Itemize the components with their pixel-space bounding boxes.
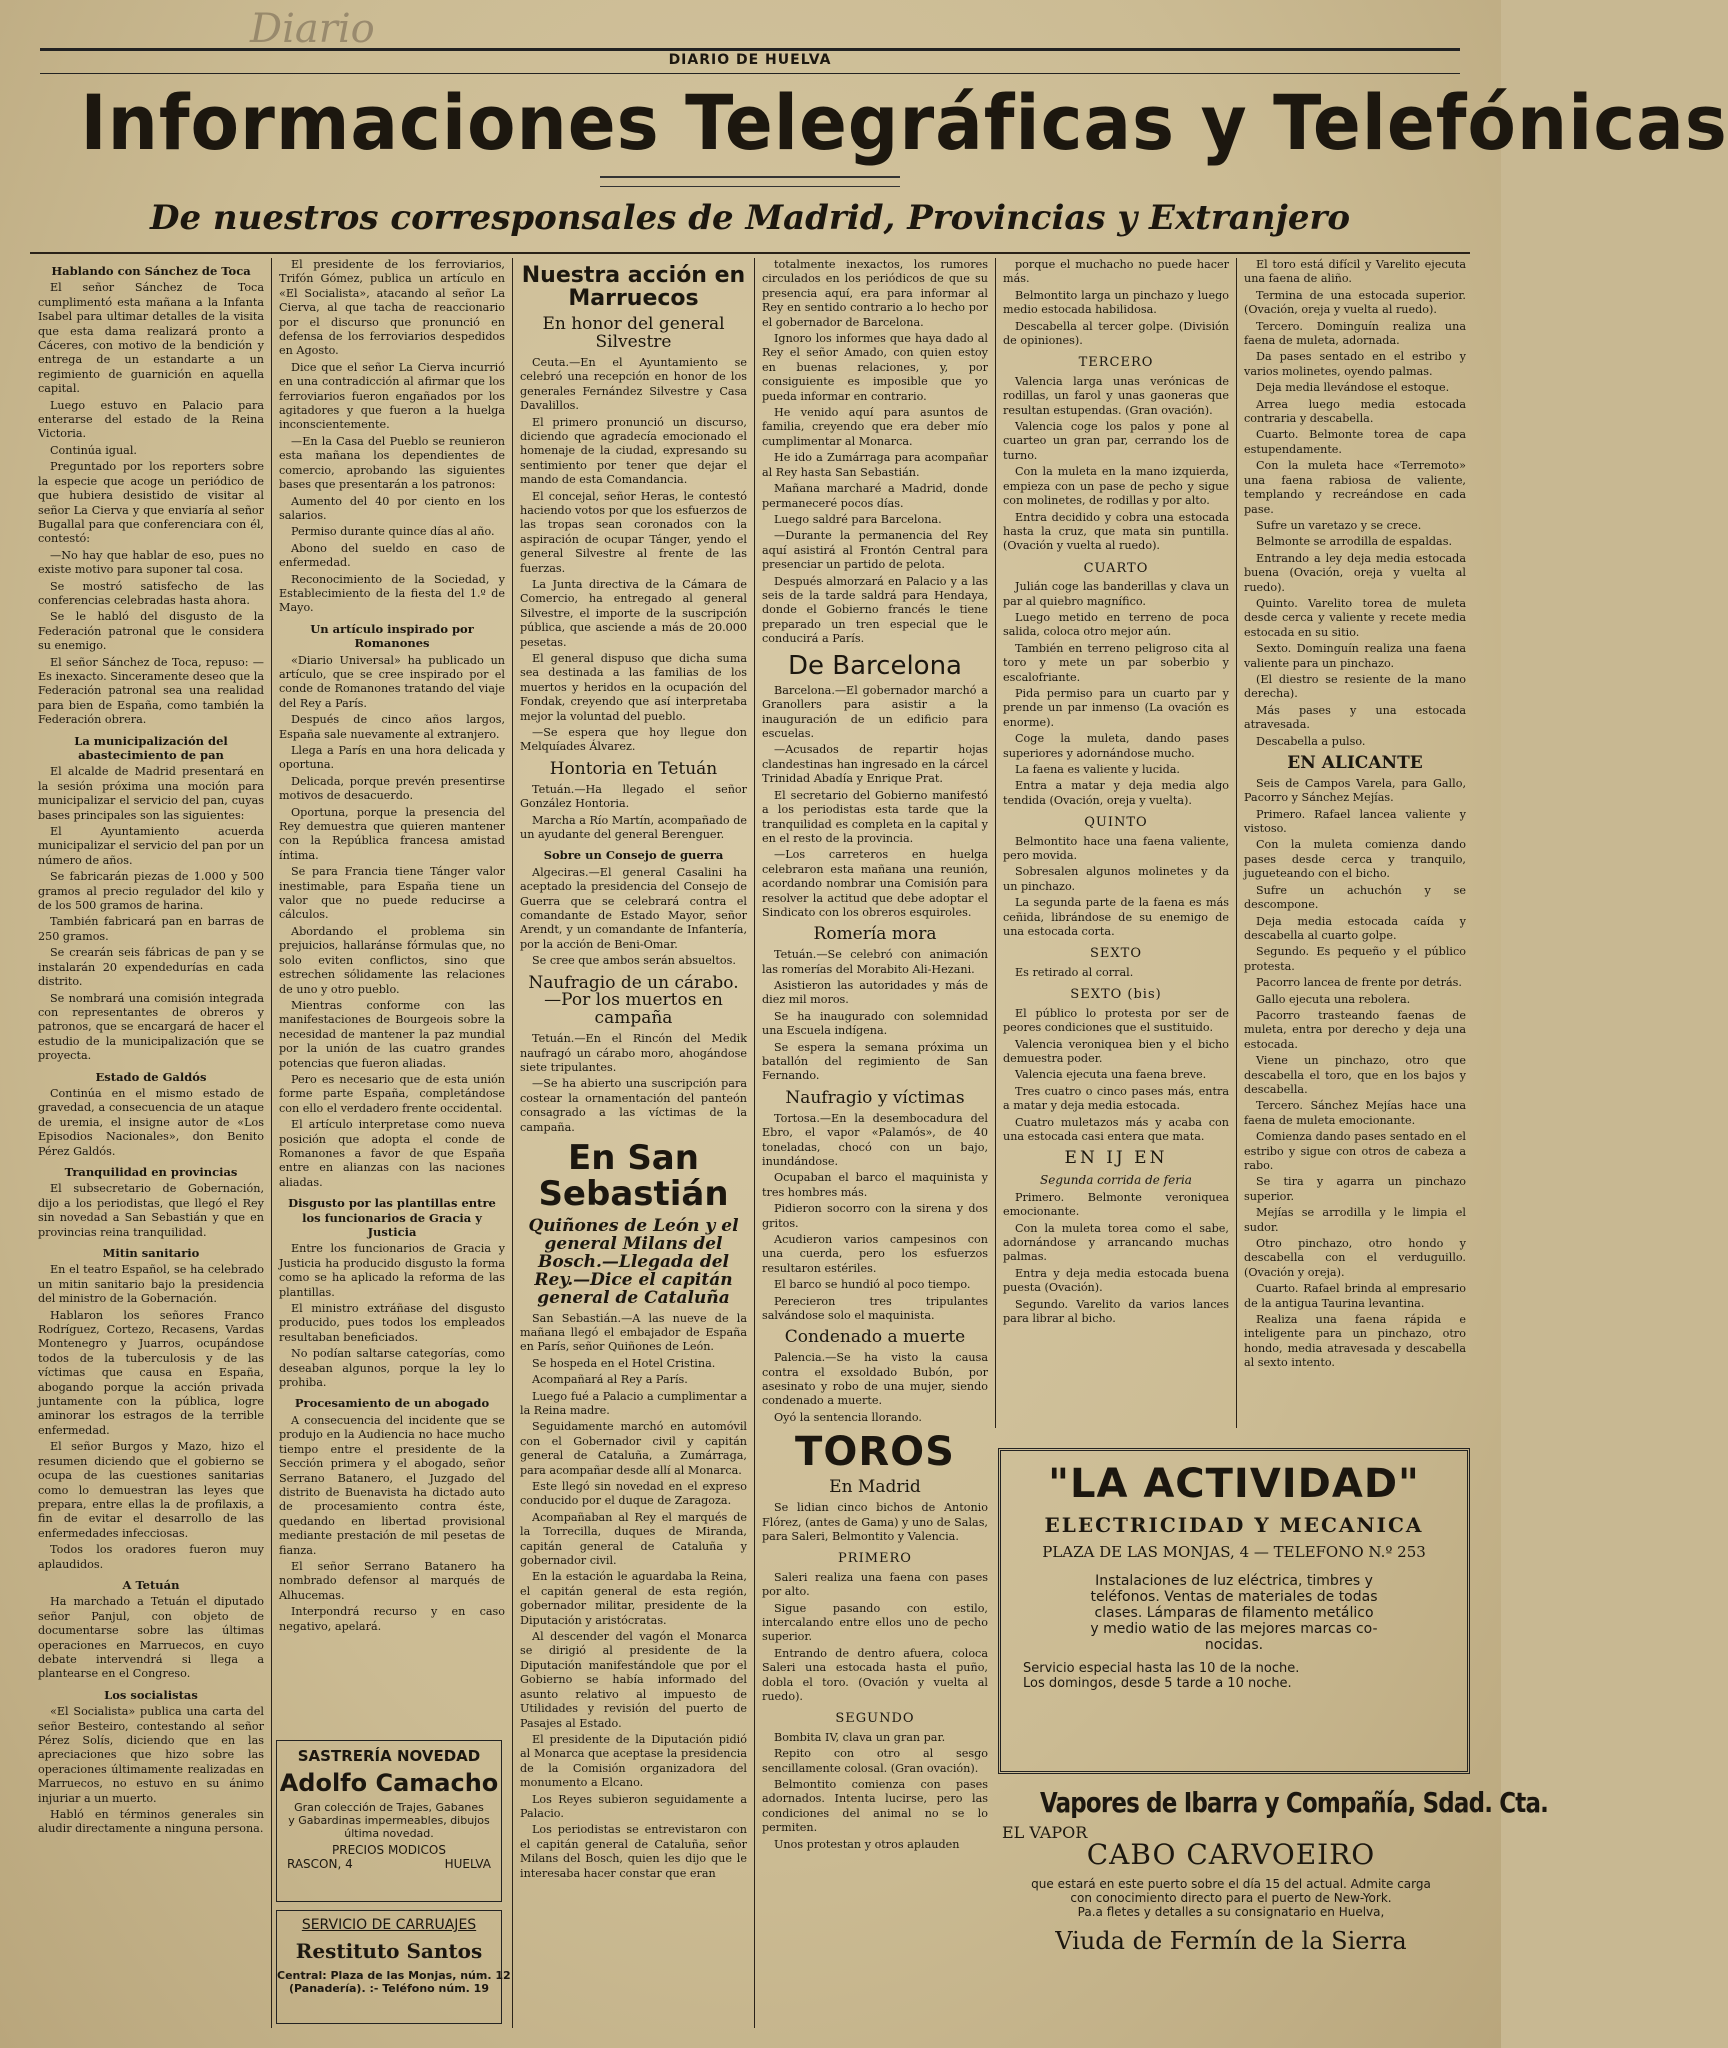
paragraph: En el teatro Español, se ha celebrado un mitin sanitario bajo la presidencia del ministro de la Gobernación. (38, 1263, 264, 1306)
paragraph: Preguntado por los reporters sobre la especie que acoge un periódico de que hubiera desistido de visitar al señor La Cierva y que enviaría al señor Bugallal para que conferenciara con él, contestó: (38, 460, 264, 546)
article-heading: Tranquilidad en provincias (64, 1164, 238, 1179)
paragraph: Continúa igual. (50, 443, 137, 457)
paragraph: Con la muleta en la mano izquierda, empieza con un pase de pecho y sigue con molinetes, de rodillas y por alto. (1003, 465, 1229, 508)
article-heading: Procesamiento de un abogado (294, 1396, 490, 1411)
ad-line: Servicio especial hasta las 10 de la noche. (1023, 1661, 1300, 1676)
paragraph: Ignoro los informes que haya dado al Rey el señor Amado, con quien estoy en buenas relaciones, y, por consiguiente es imposible que yo pueda informar en contrario. (762, 332, 988, 403)
paragraph: He venido aquí para asuntos de familia, creyendo que era deber mío cumplimentar al Monarca. (762, 406, 988, 448)
paragraph: No podían saltarse categorías, como deseaban algunos, porque la ley lo prohiba. (279, 1347, 505, 1390)
paragraph: El artículo interpretase como nueva posición que adopta el conde de Romanones a favor de que España entre en alianzas con las naciones aliadas. (279, 1118, 505, 1189)
column-rule (271, 258, 272, 2028)
paragraph: El toro está difícil y Varelito ejecuta una faena de aliño. (1244, 258, 1466, 286)
paragraph: Arrea luego media estocada contraria y descabella. (1244, 397, 1466, 426)
paragraph: Descabella al tercer golpe. (División de opiniones). (1003, 319, 1229, 348)
paragraph: Comienza dando pases sentado en el estribo y sigue con otros de cabeza a rabo. (1244, 1130, 1466, 1172)
paragraph: Valencia larga unas verónicas de rodillas, un farol y unas gaoneras que resultan estupendas. (Gran ovación). (1003, 374, 1229, 417)
paragraph: Algeciras.—El general Casalini ha aceptado la presidencia del Consejo de Guerra que se celebrará contra el comandante de Estado Mayor, señor Arendt, y un comandante de Infantería, por la acción de Beni-Omar. (520, 865, 747, 951)
paragraph: Acudieron varios campesinos con una cuerda, pero los esfuerzos resultaron estériles. (762, 1232, 988, 1275)
paragraph: Pacorro trasteando faenas de muleta, entra por derecho y deja una estocada. (1244, 1008, 1466, 1051)
paragraph: —No hay que hablar de eso, pues no existe motivo para suponer tal cosa. (38, 548, 264, 577)
article-column-5 (1003, 258, 1229, 1428)
paragraph: Se fabricarán piezas de 1.000 y 500 gramos al precio regulador del kilo y de los 500 gramos de harina. (38, 870, 264, 913)
paragraph: «Diario Universal» ha publicado un artículo, que se cree inspirado por el conde de Romanones tratando del viaje del Rey a París. (279, 653, 505, 710)
paragraph: Entra a matar y deja media algo tendida (Ovación, oreja y vuelta). (1003, 779, 1229, 807)
paragraph: Tercero. Sánchez Mejías hace una faena de muleta emocionante. (1244, 1099, 1466, 1127)
ad-line: Gran colección de Trajes, Gabanes (294, 1801, 484, 1814)
paragraph: Este llegó sin novedad en el expreso conducido por el duque de Zaragoza. (520, 1480, 747, 1508)
ad-line: que estará en este puerto sobre el día 15 del actual. Admite carga (1031, 1877, 1431, 1891)
paragraph: Con la muleta comienza dando pases desde cerca y tranquilo, jugueteando con el bicho. (1244, 838, 1466, 881)
paragraph: Repito con otro al sesgo sencillamente colosal. (Gran ovación). (762, 1747, 988, 1775)
article-heading: Quiñones de León y el general Milans del Bosch.—Llegada del Rey.—Dice el capitán general de Cataluña (528, 1216, 739, 1308)
paragraph: El barco se hundió al poco tiempo. (774, 1278, 971, 1292)
ad-address: RASCON, 4 (287, 1857, 353, 1871)
paragraph: Interpondrá recurso y en caso negativo, apelará. (279, 1605, 505, 1633)
paragraph: totalmente inexactos, los rumores circulados en los periódicos de que su presencia aquí, era para informar al Rey en sentido contrario a lo hecho por el gobernador de Barcelona. (762, 258, 988, 329)
paragraph: Se mostró satisfecho de las conferencias celebradas hasta ahora. (38, 579, 264, 607)
ad-line: última novedad. (344, 1827, 434, 1840)
paragraph: Tetuán.—Se celebró con animación las romerías del Morabito Ali-Hezani. (762, 948, 988, 976)
paragraph: Se cree que ambos serán absueltos. (532, 954, 736, 968)
ad-vapores-ibarra (998, 1778, 1549, 2028)
paragraph: El señor Burgos y Mazo, hizo el resumen diciendo que el gobierno se ocupa de las cuestiones sanitarias como lo demuestran las leyes que prepara, entre ellas la de profilaxis, a fin de evitar el desarrollo de las enfermedades infecciosas. (38, 1440, 264, 1540)
paragraph: Delicada, porque prevén presentirse motivos de desacuerdo. (279, 774, 505, 803)
article-column-6 (1244, 258, 1466, 1428)
paragraph: Al descender del vagón el Monarca se dirigió al presidente de la Diputación manifestándole que por el Gobierno se había informado del asunto relativo al impuesto de Utilidades y revisión del puerto de Pasajes al Estado. (520, 1630, 747, 1730)
paragraph: Se hospeda en el Hotel Cristina. (532, 1356, 716, 1370)
paragraph: El alcalde de Madrid presentará en la sesión próxima una moción para municipalizar el servicio del pan, cuyas bases principales son las siguientes: (38, 765, 264, 822)
paragraph: Habló en términos generales sin aludir directamente a ninguna persona. (38, 1808, 264, 1836)
subsection-label: QUINTO (1084, 815, 1148, 831)
paragraph: Tetuán.—Ha llegado el señor González Hontoria. (520, 782, 747, 811)
article-heading: Hontoria en Tetuán (549, 758, 718, 779)
ad-carruajes (276, 1910, 511, 2024)
paragraph: Continúa en el mismo estado de gravedad, a consecuencia de un ataque de uremia, el insigne autor de «Los Episodios Nacionales», don Benito Pérez Galdós. (38, 1086, 264, 1158)
ad-signature: Viuda de Fermín de la Sierra (1055, 1927, 1407, 1955)
paragraph: Luego fué a Palacio a cumplimentar a la Reina madre. (520, 1389, 747, 1417)
subsection-label: PRIMERO (838, 1551, 912, 1567)
paragraph: El ministro extráñase del disgusto producido, pues todos los empleados resultaban beneficiados. (279, 1302, 505, 1344)
ad-title: SERVICIO DE CARRUAJES (301, 1917, 477, 1933)
paragraph: Descabella a pulso. (1256, 734, 1366, 748)
paragraph: Ceuta.—En el Ayuntamiento se celebró una recepción en honor de los generales Fernández Silvestre y Casa Davalillos. (520, 355, 747, 413)
ad-name: Restituto Santos (295, 1939, 483, 1963)
paragraph: Oyó la sentencia llorando. (774, 1410, 922, 1424)
paragraph: Gallo ejecuta una rebolera. (1256, 992, 1411, 1006)
ad-address: PLAZA DE LAS MONJAS, 4 — TELEFONO N.º 253 (1042, 1543, 1426, 1561)
paragraph: (El diestro se resiente de la mano derecha). (1244, 672, 1466, 701)
paragraph: Realiza una faena rápida e inteligente para un pinchazo, otro hondo, media atravesada y descabella al sexto intento. (1244, 1313, 1466, 1370)
paragraph: Reconocimiento de la Sociedad, y Establecimiento de la fiesta del 1.º de Mayo. (279, 572, 505, 615)
paragraph: Pidieron socorro con la sirena y dos gritos. (762, 1202, 988, 1230)
paragraph: Cuarto. Belmonte torea de capa estupendamente. (1244, 428, 1466, 456)
section-heading: TOROS (795, 1429, 955, 1476)
paragraph: Valencia veroniquea bien y el bicho demuestra poder. (1003, 1037, 1229, 1065)
paragraph: Asistieron las autoridades y más de diez mil moros. (762, 979, 988, 1007)
paragraph: Termina de una estocada superior. (Ovación, oreja y vuelta al ruedo). (1244, 288, 1466, 317)
paragraph: Se para Francia tiene Tánger valor inestimable, para España tiene un valor que no puede reducirse a cálculos. (279, 865, 505, 922)
paragraph: Perecieron tres tripulantes salvándose solo el maquinista. (762, 1294, 988, 1322)
paragraph: El subsecretario de Gobernación, dijo a los periodistas, que llegó el Rey sin novedad a San Sebastián y que en provincias reina tranquilidad. (38, 1182, 264, 1239)
paragraph: He ido a Zumárraga para acompañar al Rey hasta San Sebastián. (762, 451, 988, 479)
article-heading: Mitin sanitario (102, 1246, 200, 1260)
paragraph: Luego metido en terreno de poca salida, coloca otro mejor aún. (1003, 610, 1229, 639)
section-heading: EN IJ EN (1064, 1148, 1168, 1169)
paragraph: Con la muleta hace «Terremoto» una faena rabiosa de valiente, templando y recreándose en cada pase. (1244, 459, 1466, 516)
paragraph: El primero pronunció un discurso, diciendo que agradecía emocionado el homenaje de la ciudad, expresando su sentimiento por tener que dejar el mando de esta Comandancia. (520, 415, 747, 487)
column-rule (995, 258, 996, 1428)
article-heading: En Madrid (829, 1477, 921, 1498)
ad-ship-name: CABO CARVOEIRO (1086, 1838, 1376, 1871)
paragraph: Los Reyes subieron seguidamente a Palacio. (520, 1792, 747, 1820)
paragraph: El concejal, señor Heras, le contestó haciendo votos por que los esfuerzos de las tropas sean coronados con la aspiración de ocupar Tánger, yendo el general Silvestre al frente de las fuerzas. (520, 489, 747, 575)
ad-title: SASTRERÍA NOVEDAD (297, 1747, 481, 1765)
article-heading: La municipalización del abastecimiento de pan (74, 733, 228, 762)
article-heading: A Tetuán (122, 1577, 180, 1592)
subheadline: De nuestros corresponsales de Madrid, Provincias y Extranjero (149, 198, 1351, 238)
article-column-4 (762, 258, 988, 2028)
article-column-2 (279, 258, 505, 1648)
paragraph: Primero. Belmonte veroniquea emocionante. (1003, 1190, 1229, 1219)
paragraph: Barcelona.—El gobernador marchó a Granollers para asistir a la inauguración de un edificio para escuelas. (762, 683, 988, 741)
paragraph: Seis de Campos Varela, para Gallo, Pacorro y Sánchez Mejías. (1244, 776, 1466, 805)
paragraph: Permiso durante quince días al año. (291, 525, 495, 539)
paragraph: Mientras conforme con las manifestaciones de Bourgeois sobre la necesidad de mantener la paz mundial por la unión de las cuatro grandes potencias que fueron aliadas. (279, 998, 505, 1070)
paragraph: Se lidian cinco bichos de Antonio Flórez, (antes de Gama) y uno de Salas, para Saleri, Belmontito y Valencia. (762, 1501, 988, 1543)
paragraph: Quinto. Varelito torea de muleta desde cerca y valiente y recete media estocada en su sitio. (1244, 596, 1466, 639)
paragraph: Viene un pinchazo, otro que descabella el toro, que en los bajos y descabella. (1244, 1054, 1466, 1096)
article-column-3 (520, 258, 747, 2028)
column-rule (754, 258, 755, 2028)
paragraph: Luego estuvo en Palacio para enterarse del estado de la Reina Victoria. (38, 398, 264, 441)
paragraph: También fabricará pan en barras de 250 gramos. (38, 915, 264, 943)
paragraph: El señor Sánchez de Toca, repuso: —Es inexacto. Sinceramente deseo que la Federación patronal sea una realidad para bien de España, como también la Federación obrera. (38, 655, 264, 727)
paragraph: Abordando el problema sin prejuicios, hallaránse fórmulas que, no solo eviten conflictos, sino que estrechen sólidamente las relaciones de uno y otro pueblo. (279, 924, 505, 996)
paragraph: Es retirado al corral. (1015, 965, 1134, 979)
paragraph: Luego saldré para Barcelona. (774, 512, 942, 526)
section-heading: Nuestra acción en Marruecos (521, 263, 746, 312)
subsection-label: TERCERO (1078, 355, 1154, 371)
paragraph: Primero. Rafael lancea valiente y vistoso. (1244, 807, 1466, 836)
column-rule (512, 258, 513, 2028)
paragraph: Después de cinco años largos, España sale nuevamente al extranjero. (279, 713, 505, 741)
article-heading: Un artículo inspirado por Romanones (310, 621, 474, 651)
article-heading: Los socialistas (104, 1687, 198, 1702)
paragraph: Se tira y agarra un pinchazo superior. (1244, 1175, 1466, 1203)
masthead: DIARIO DE HUELVA (40, 48, 1460, 74)
ad-line: teléfonos. Ventas de materiales de todas (1090, 1589, 1378, 1605)
paragraph: Deja media estocada caída y descabella al cuarto golpe. (1244, 914, 1466, 942)
paragraph: El público lo protesta por ser de peores condiciones que el sustituido. (1003, 1006, 1229, 1035)
paragraph: La faena es valiente y lucida. (1015, 763, 1180, 776)
article-heading: Hablando con Sánchez de Toca (51, 264, 251, 278)
paragraph: Se le habló del disgusto de la Federación patronal que le considera su enemigo. (38, 610, 264, 653)
ink-stamp: Diario (250, 6, 375, 52)
section-heading: En San Sebastián (538, 1137, 729, 1214)
paragraph: Belmontito larga un pinchazo y luego medio estocada habilidosa. (1003, 288, 1229, 317)
paragraph: Mañana marcharé a Madrid, donde permaneceré pocos días. (762, 482, 988, 510)
ad-title: "LA ACTIVIDAD" (1048, 1461, 1420, 1507)
paragraph: Pero es necesario que de esta unión forme parte España, completándose con ello el verdadero frente occidental. (279, 1072, 505, 1115)
ad-vapor-label: EL VAPOR (1002, 1823, 1088, 1842)
subsection-label: SEGUNDO (835, 1711, 915, 1727)
paragraph: Pida permiso para un cuarto par y prende un par inmenso (La ovación es enorme). (1003, 686, 1229, 729)
paragraph: Entra y deja media estocada buena puesta (Ovación). (1003, 1266, 1229, 1295)
paragraph: El Ayuntamiento acuerda municipalizar el servicio del pan por un número de años. (38, 825, 264, 867)
paragraph: —Acusados de repartir hojas clandestinas han ingresado en la cárcel Trinidad Abadía y Enrique Prat. (762, 743, 988, 786)
paragraph: —En la Casa del Pueblo se reunieron esta mañana los dependientes de comercio, aprobando las siguientes bases que presentarán a los patronos: (279, 434, 505, 492)
paragraph: El presidente de la Diputación pidió al Monarca que aceptase la presidencia de la Comisión organizadora del monumento a Elcano. (520, 1732, 747, 1790)
article-column-1 (38, 258, 264, 2028)
paragraph: Dice que el señor La Cierva incurrió en una contradicción al afirmar que los ferroviarios fueron engañados por los agitadores y que fueron a la huelga inconscientemente. (279, 360, 505, 432)
article-heading: Romería mora (813, 924, 937, 945)
paragraph: —Durante la permanencia del Rey aquí asistirá al Frontón Central para presenciar un partido de pelota. (762, 529, 988, 572)
ad-line: clases. Lámparas de filamento metálico (1094, 1605, 1374, 1621)
paragraph: Aumento del 40 por ciento en los salarios. (279, 494, 505, 522)
paragraph: Entrando a ley deja media estocada buena (Ovación, oreja y vuelta al ruedo). (1244, 551, 1466, 594)
paragraph: Sufre un achuchón y se descompone. (1244, 883, 1466, 912)
paragraph: La Junta directiva de la Cámara de Comercio, ha entregado al general Silvestre, el importe de la suscripción pública, que asciende a más de 20.000 pesetas. (520, 577, 747, 649)
paragraph: Después almorzará en Palacio y a las seis de la tarde saldrá para Hendaya, donde el Gobierno francés le tiene preparado un tren especial que le conducirá a París. (762, 574, 988, 646)
paragraph: Sobresalen algunos molinetes y da un pinchazo. (1003, 865, 1229, 893)
paragraph: El señor Serrano Batanero ha nombrado defensor al marqués de Alhucemas. (279, 1559, 505, 1602)
ad-line: Los domingos, desde 5 tarde a 10 noche. (1023, 1676, 1292, 1691)
ad-line: (Panadería). :- Teléfono núm. 19 (289, 1982, 489, 1995)
paragraph: —Se espera que hoy llegue don Melquíades Álvarez. (520, 726, 747, 754)
ad-line: Pa.a fletes y detalles a su consignatario en Huelva, (1077, 1905, 1385, 1919)
paragraph: Los periodistas se entrevistaron con el capitán general de Cataluña, señor Milans del Bosch, quien les dijo que le interesaba hacer constar que eran (520, 1823, 747, 1880)
article-heading: Naufragio y víctimas (785, 1087, 965, 1108)
paragraph: Seguidamente marchó en automóvil con el Gobernador civil y capitán general de Cataluña, a Zumárraga, para acompañar desde allí al Monarca. (520, 1420, 747, 1477)
paragraph: Acompañará al Rey a París. (532, 1373, 688, 1387)
subsection-label: SEXTO (bis) (1070, 987, 1162, 1003)
article-heading: Naufragio de un cárabo.—Por los muertos en campaña (528, 972, 739, 1029)
paragraph: Tres cuatro o cinco pases más, entra a matar y deja media estocada. (1003, 1084, 1229, 1113)
ad-line: Central: Plaza de las Monjas, núm. 12 (277, 1969, 511, 1982)
paragraph: Da pases sentado en el estribo y varios molinetes, oyendo palmas. (1244, 350, 1466, 378)
paragraph: Se nombrará una comisión integrada con representantes de obreros y patronos, que se encargará de hacer el estudio de la municipalización que se proyecta. (38, 991, 264, 1063)
paragraph: Belmontito hace una faena valiente, pero movida. (1003, 834, 1229, 863)
paragraph: Belmonte se arrodilla de espaldas. (1256, 535, 1453, 549)
paragraph: Entre los funcionarios de Gracia y Justicia ha producido disgusto la forma como se ha aplicado la reforma de las plantillas. (279, 1242, 505, 1299)
paragraph: Tortosa.—En la desembocadura del Ebro, el vapor «Palamós», de 40 toneladas, chocó con un bajo, inundándose. (762, 1111, 988, 1168)
paragraph: También en terreno peligroso cita al toro y mete un par soberbio y escalofriante. (1003, 641, 1229, 684)
paragraph: Sufre un varetazo y se crece. (1256, 518, 1422, 532)
ad-la-actividad (998, 1448, 1470, 1774)
paragraph: El señor Sánchez de Toca cumplimentó esta mañana a la Infanta Isabel para ultimar detalles de la visita que esta dama realizará pronto a Cáceres, con motivo de la bendición y entrega de un estandarte a un regimiento de guarnición en aquella capital. (38, 281, 264, 396)
paragraph: Oportuna, porque la presencia del Rey demuestra que quieren mantener con la República francesa amistad íntima. (279, 805, 505, 862)
paragraph: Segundo. Varelito da varios lances para librar al bicho. (1003, 1297, 1229, 1326)
paragraph: Marcha a Río Martín, acompañado de un ayudante del general Berenguer. (520, 813, 747, 841)
paragraph: En la estación le aguardaba la Reina, el capitán general de esta región, gobernador militar, presidente de la Diputación y aristócratas. (520, 1570, 747, 1627)
paragraph: —Se ha abierto una suscripción para costear la ornamentación del panteón consagrado a las víctimas de la campaña. (520, 1077, 747, 1134)
ad-sastreria (276, 1740, 502, 1902)
ad-name: Adolfo Camacho (279, 1769, 499, 1797)
paragraph: Abono del sueldo en caso de enfermedad. (279, 541, 505, 570)
subsection-label: CUARTO (1083, 560, 1149, 576)
ad-line: y Gabardinas impermeables, dibujos (288, 1814, 490, 1827)
article-heading: Estado de Galdós (95, 1069, 207, 1084)
paragraph: Valencia coge los palos y pone al cuarteo un gran par, cerrando los de turno. (1003, 420, 1229, 462)
paragraph: Bombita IV, clava un gran par. (774, 1730, 946, 1744)
paragraph: Coge la muleta, dando pases superiores y adornándose mucho. (1003, 732, 1229, 760)
ad-address-row (277, 1857, 501, 1871)
header-rule (30, 252, 1470, 254)
paragraph: Llega a París en una hora delicada y oportuna. (279, 744, 505, 772)
paragraph: Segundo. Es pequeño y el público protesta. (1244, 945, 1466, 973)
paragraph: San Sebastián.—A las nueve de la mañana llegó el embajador de España en París, señor Quiñones de León. (520, 1311, 747, 1354)
paragraph: Julián coge las banderillas y clava un par al quiebro magnífico. (1003, 580, 1229, 608)
paragraph: «El Socialista» publica una carta del señor Besteiro, contestando al señor Pérez Solís, diciendo que en las apreciaciones que hizo sobre las operaciones últimamente realizadas en Marruecos, no estuvo en su ánimo injuriar a un muerto. (38, 1705, 264, 1805)
paragraph: Entrando de dentro afuera, coloca Saleri una estocada hasta el puño, dobla el toro. (Ovación y vuelta al ruedo). (762, 1646, 988, 1703)
paragraph: Otro pinchazo, otro hondo y descabella con el verduguillo. (Ovación y oreja). (1244, 1237, 1466, 1279)
paragraph: Se ha inaugurado con solemnidad una Escuela indígena. (762, 1009, 988, 1038)
ad-line: y medio watio de las mejores marcas co- (1090, 1621, 1378, 1637)
ad-city: HUELVA (444, 1857, 491, 1871)
paragraph: A consecuencia del incidente que se produjo en la Audiencia no hace mucho tiempo entre el presidente de la Sección primera y el abogado, señor Serrano Batanero, el Juzgado del distrito de Buenavista ha dictado auto de procesamiento contra éste, quedando en libertad provisional mediante prestación de mil pesetas de fianza. (279, 1413, 505, 1557)
paragraph: Se espera la semana próxima un batallón del regimiento de San Fernando. (762, 1040, 988, 1083)
paragraph: Ocupaban el barco el maquinista y tres hombres más. (762, 1171, 988, 1199)
paragraph: Palencia.—Se ha visto la causa contra el exsoldado Bubón, por asesinato y robo de una mujer, siendo condenado a muerte. (762, 1351, 988, 1408)
paragraph: Cuarto. Rafael brinda al empresario de la antigua Taurina levantina. (1244, 1282, 1466, 1310)
paragraph: Acompañaban al Rey el marqués de la Torrecilla, duques de Miranda, capitán general de Cataluña y gobernador civil. (520, 1510, 747, 1568)
paragraph: Con la muleta torea como el sabe, adornándose y arrancando muchas palmas. (1003, 1221, 1229, 1264)
paragraph: Valencia ejecuta una faena breve. (1015, 1068, 1207, 1082)
paragraph: Todos los oradores fueron muy aplaudidos. (38, 1543, 264, 1571)
article-heading: En honor del general Silvestre (542, 314, 725, 353)
paragraph: Mejías se arrodilla y le limpia el sudor. (1244, 1206, 1466, 1234)
article-heading: Sobre un Consejo de guerra (543, 848, 724, 863)
paragraph: Belmontito comienza con pases adornados. Intenta lucirse, pero las condiciones del animal no se lo permiten. (762, 1778, 988, 1835)
paragraph: Deja media llevándose el estoque. (1256, 381, 1450, 395)
paragraph: Cuatro muletazos más y acaba con una estocada casi entera que mata. (1003, 1115, 1229, 1143)
paragraph: Saleri realiza una faena con pases por alto. (762, 1570, 988, 1599)
paragraph: El presidente de los ferroviarios, Trifón Gómez, publica un artículo en «El Socialista», atacando al señor La Cierva, al que tacha de reaccionario por el discurso que pronunció en defensa de los ferroviarios despedidos en Agosto. (279, 258, 505, 358)
ad-subtitle: ELECTRICIDAD Y MECANICA (1044, 1513, 1424, 1537)
section-heading: EN ALICANTE (1287, 753, 1423, 773)
section-heading: De Barcelona (787, 650, 962, 681)
ad-title: Vapores de Ibarra y Compañía, Sdad. Cta. (1039, 1786, 1549, 1819)
ad-line: Instalaciones de luz eléctrica, timbres y (1095, 1573, 1373, 1589)
paragraph: Se crearán seis fábricas de pan y se instalarán 20 expendedurías en cada distrito. (38, 946, 264, 989)
headline: Informaciones Telegráficas y Telefónicas (80, 78, 1728, 167)
paragraph: Hablaron los señores Franco Rodríguez, Cortezo, Recasens, Vardas Montenegro y Juarros, ocupándose todos de la tuberculosis y de las víctimas que causa en España, abogando porque la acción privada juntamente con la pública, logre aminorar los estragos de la terrible enfermedad. (38, 1308, 264, 1437)
paragraph: Más pases y una estocada atravesada. (1244, 703, 1466, 732)
ad-line: nocidas. (1204, 1637, 1264, 1653)
column-rule (1236, 258, 1237, 1428)
paragraph: —Los carreteros en huelga celebraron esta mañana una reunión, acordando nombrar una Comisión para resolver la actitud que debe adoptar el Sindicato con los obreros esquiroles. (762, 848, 988, 919)
ad-line: PRECIOS MODICOS (332, 1843, 446, 1857)
paragraph: Tetuán.—En el Rincón del Medik naufragó un cárabo moro, ahogándose siete tripulantes. (520, 1032, 747, 1074)
paragraph: Sigue pasando con estilo, intercalando entre ellos uno de pecho superior. (762, 1601, 988, 1644)
paragraph: Entra decidido y cobra una estocada hasta la cruz, que mata sin puntilla. (Ovación y vuelta al ruedo). (1003, 510, 1229, 553)
paragraph: Sexto. Dominguín realiza una faena valiente para un pinchazo. (1244, 642, 1466, 670)
subsection-label: SEXTO (1090, 946, 1142, 962)
paragraph: Tercero. Dominguín realiza una faena de muleta, adornada. (1244, 319, 1466, 348)
paragraph: El general dispuso que dicha suma sea destinada a las familias de los muertos y heridos en la ocupación del Fondak, creyendo que así interpretaba mejor la voluntad del pueblo. (520, 652, 747, 723)
paragraph: porque el muchacho no puede hacer más. (1003, 258, 1229, 286)
article-heading: Condenado a muerte (784, 1327, 966, 1348)
paragraph: Unos protestan y otros aplauden (774, 1837, 960, 1851)
ad-line: con conocimiento directo para el puerto de New-York. (1070, 1891, 1392, 1905)
paragraph: Ha marchado a Tetuán el diputado señor Panjul, con objeto de documentarse sobre las últimas operaciones en Marruecos, en cuyo debate intervendrá si llega a plantearse en el Congreso. (38, 1595, 264, 1681)
paragraph: La segunda parte de la faena es más ceñida, librándose de su enemigo de una estocada corta. (1003, 896, 1229, 939)
ornament-divider (600, 176, 900, 187)
article-heading: Disgusto por las plantillas entre los funcionarios de Gracia y Justicia (288, 1196, 496, 1239)
paragraph: El secretario del Gobierno manifestó a los periodistas esta tarde que la tranquilidad es completa en la capital y en el resto de la provincia. (762, 788, 988, 845)
paragraph: Pacorro lancea de frente por detrás. (1256, 976, 1462, 990)
article-heading: Segunda corrida de feria (1040, 1173, 1192, 1188)
